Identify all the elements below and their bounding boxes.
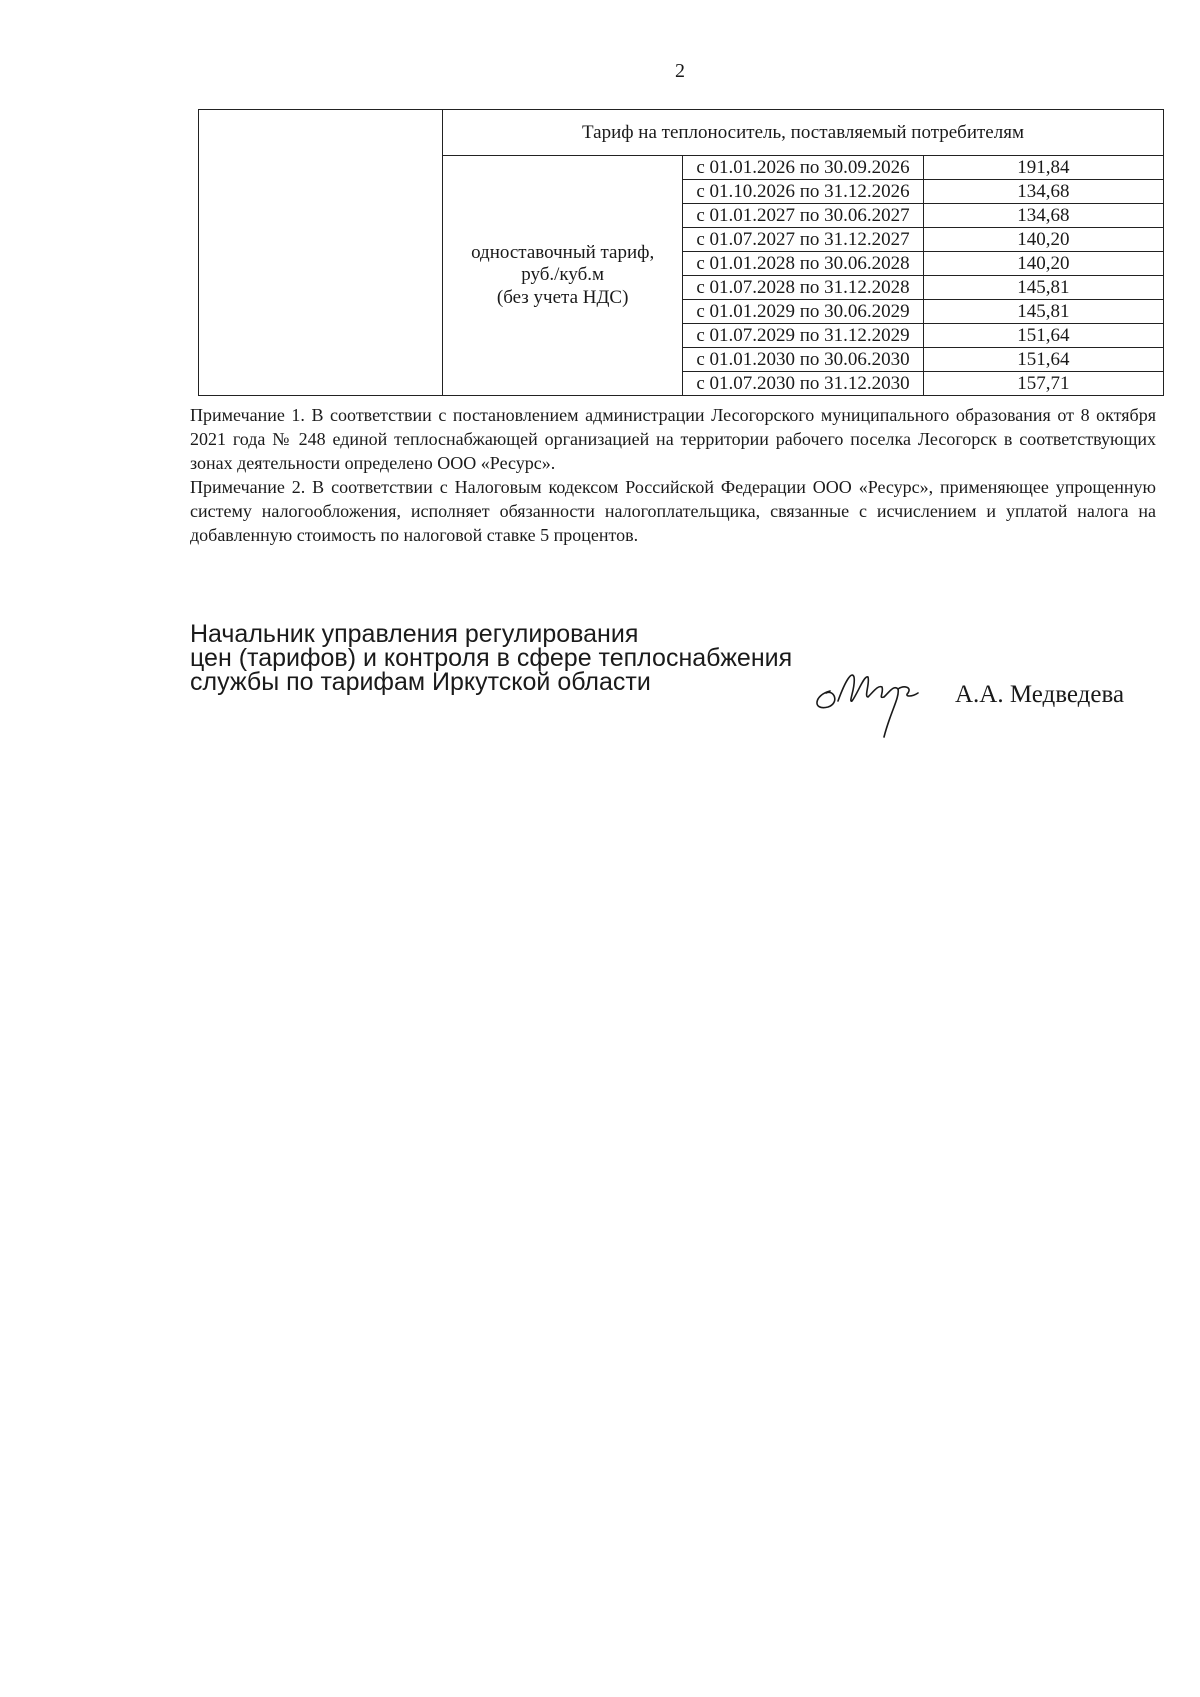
note-1: Примечание 1. В соответствии с постановлением администрации Лесогорского муниципального образования от 8 октября 2021 года № 248 единой теплоснабжающей организацией на территории рабочего поселка Лесогорск в соответствующих зонах деятельности определено ООО «Ресурс».: [190, 405, 1156, 473]
period-cell: с 01.01.2026 по 30.09.2026: [683, 156, 923, 180]
value-cell: 145,81: [923, 276, 1163, 300]
period-cell: с 01.10.2026 по 31.12.2026: [683, 180, 923, 204]
handwritten-signature: [808, 657, 968, 741]
note-2: Примечание 2. В соответствии с Налоговым кодексом Российской Федерации ООО «Ресурс», применяющее упрощенную систему налогообложения, исполняет обязанности налогоплательщика, связанные с исчислением и уплатой налога на добавленную стоимость по налоговой ставке 5 процентов.: [190, 477, 1156, 545]
value-cell: 134,68: [923, 204, 1163, 228]
tariff-type-line: одноставочный тариф,: [471, 241, 655, 263]
signer-name: А.А. Медведева: [955, 681, 1125, 708]
page-number: 2: [675, 60, 685, 82]
tariff-table: [198, 109, 1164, 396]
value-cell: 140,20: [923, 252, 1163, 276]
value-cell: 191,84: [923, 156, 1163, 180]
signatory-title: [190, 622, 792, 694]
notes-section: [190, 403, 1156, 547]
signatory-title-line: цен (тарифов) и контроля в сфере теплоснабжения: [190, 644, 793, 672]
tariff-type-unit: руб./куб.м: [521, 264, 605, 286]
period-cell: с 01.01.2027 по 30.06.2027: [683, 204, 923, 228]
table-header: Тариф на теплоноситель, поставляемый потребителям: [443, 110, 1164, 156]
table-header-row: [199, 110, 1164, 156]
tariff-type-vat-note: (без учета НДС): [496, 286, 629, 308]
value-cell: 151,64: [923, 324, 1163, 348]
period-cell: с 01.01.2030 по 30.06.2030: [683, 348, 923, 372]
value-cell: 134,68: [923, 180, 1163, 204]
empty-left-cell: [199, 110, 443, 396]
value-cell: 151,64: [923, 348, 1163, 372]
period-cell: с 01.01.2029 по 30.06.2029: [683, 300, 923, 324]
tariff-type-cell: [443, 156, 683, 396]
signatory-title-line: Начальник управления регулирования: [190, 620, 639, 648]
period-cell: с 01.07.2027 по 31.12.2027: [683, 228, 923, 252]
period-cell: с 01.07.2029 по 31.12.2029: [683, 324, 923, 348]
period-cell: с 01.07.2030 по 31.12.2030: [683, 372, 923, 396]
period-cell: с 01.01.2028 по 30.06.2028: [683, 252, 923, 276]
signatory-title-line: службы по тарифам Иркутской области: [190, 668, 651, 696]
value-cell: 145,81: [923, 300, 1163, 324]
period-cell: с 01.07.2028 по 31.12.2028: [683, 276, 923, 300]
value-cell: 140,20: [923, 228, 1163, 252]
value-cell: 157,71: [923, 372, 1163, 396]
